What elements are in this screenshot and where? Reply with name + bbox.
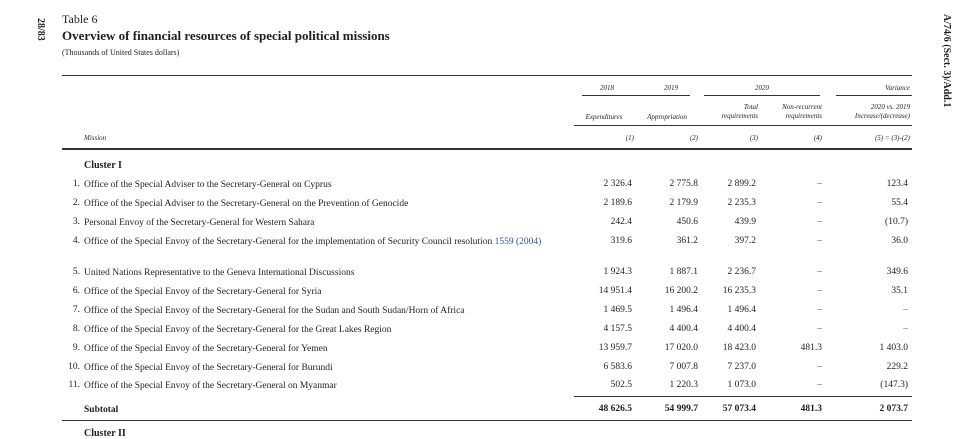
row-expenditures: 1 469.5 xyxy=(603,305,632,315)
row-variance: – xyxy=(903,324,908,334)
row-number: 3. xyxy=(72,217,80,227)
row-expenditures: 319.6 xyxy=(610,236,632,246)
header-col1: (1) xyxy=(625,134,634,142)
row-mission: Office of the Special Envoy of the Secretary-General for Yemen xyxy=(84,344,328,354)
subtotal-row xyxy=(62,404,912,418)
row-number: 6. xyxy=(72,286,80,296)
row-variance: 35.1 xyxy=(891,286,908,296)
row-number: 2. xyxy=(72,198,80,208)
header-col5: (5) = (3)-(2) xyxy=(874,134,910,142)
subtotal-label: Subtotal xyxy=(84,405,119,415)
table-row xyxy=(62,179,912,193)
header-col2: (2) xyxy=(689,134,698,142)
header-var-line1: 2020 vs. 2019 xyxy=(870,103,910,111)
row-nonrecurrent: – xyxy=(817,267,822,277)
table-row xyxy=(62,362,912,376)
subtotal-total: 57 073.4 xyxy=(722,404,756,414)
row-appropriation: 361.2 xyxy=(676,236,698,246)
table-row xyxy=(62,236,912,262)
header-col4: (4) xyxy=(813,134,822,142)
row-number: 4. xyxy=(72,236,80,246)
row-number: 1. xyxy=(72,179,80,189)
row-number: 8. xyxy=(72,324,80,334)
subtotal-appropriation: 54 999.7 xyxy=(664,404,698,414)
row-nonrecurrent: 481.3 xyxy=(800,343,822,353)
row-variance: (10.7) xyxy=(885,217,908,227)
row-appropriation: 1 496.4 xyxy=(669,305,698,315)
header-expenditures: Expenditures xyxy=(585,113,623,121)
header-total-line1: Total xyxy=(743,103,758,111)
cluster-2-heading: Cluster II xyxy=(84,428,126,439)
header-total-line2: requirements xyxy=(721,112,758,120)
row-total: 439.9 xyxy=(734,217,756,227)
header-col3: (3) xyxy=(749,134,758,142)
row-mission: Office of the Special Envoy of the Secretary-General for Syria xyxy=(84,287,322,297)
row-number: 11. xyxy=(68,380,80,390)
row-total: 4 400.4 xyxy=(727,324,756,334)
header-nonrec-line1: Non-recurrent xyxy=(782,103,822,111)
row-number: 7. xyxy=(72,305,80,315)
row-mission: Office of the Special Envoy of the Secretary-General for Burundi xyxy=(84,363,333,373)
header-year-2019: 2019 xyxy=(664,84,678,92)
header-variance-detail xyxy=(822,103,910,121)
header-rule-subheaders xyxy=(574,125,912,126)
row-mission: Office of the Special Envoy of the Secretary-General for the Sudan and South Sudan/Horn of Africa xyxy=(84,306,465,316)
row-expenditures: 242.4 xyxy=(610,217,632,227)
row-expenditures: 1 924.3 xyxy=(603,267,632,277)
row-mission-text: Office of the Special Envoy of the Secretary-General for the implementation of Security Council resolution xyxy=(84,237,493,247)
table-row xyxy=(62,198,912,212)
row-nonrecurrent: – xyxy=(817,362,822,372)
table-label: Table 6 xyxy=(62,12,98,26)
header-var-line2: Increase/(decrease) xyxy=(854,112,910,120)
header-year-2020: 2020 xyxy=(755,84,769,92)
table-units: (Thousands of United States dollars) xyxy=(62,48,180,57)
subtotal-variance: 2 073.7 xyxy=(879,404,908,414)
header-nonrec-line2: requirements xyxy=(785,112,822,120)
row-expenditures: 2 326.4 xyxy=(603,179,632,189)
header-rule-2020 xyxy=(704,95,820,96)
table-row xyxy=(62,267,912,281)
row-total: 16 235.3 xyxy=(722,286,756,296)
table-title: Overview of financial resources of special political missions xyxy=(62,28,390,43)
header-bottom-rule xyxy=(62,148,912,150)
row-appropriation: 1 220.3 xyxy=(669,380,698,390)
subtotal-nonrecurrent: 481.3 xyxy=(800,404,822,414)
row-mission xyxy=(84,236,554,249)
row-variance: 55.4 xyxy=(891,198,908,208)
header-appropriation: Appropriation xyxy=(647,113,687,121)
row-number: 5. xyxy=(72,267,80,277)
row-nonrecurrent: – xyxy=(817,305,822,315)
header-mission: Mission xyxy=(84,134,107,142)
table-row xyxy=(62,324,912,338)
row-expenditures: 4 157.5 xyxy=(603,324,632,334)
row-mission: Office of the Special Envoy of the Secretary-General on Myanmar xyxy=(84,381,337,391)
row-appropriation: 1 887.1 xyxy=(669,267,698,277)
row-mission: Office of the Special Adviser to the Secretary-General on Cyprus xyxy=(84,180,332,190)
row-nonrecurrent: – xyxy=(817,324,822,334)
row-total: 2 899.2 xyxy=(727,179,756,189)
row-number: 9. xyxy=(72,343,80,353)
table-row xyxy=(62,305,912,319)
row-variance: 229.2 xyxy=(886,362,908,372)
row-mission: Office of the Special Adviser to the Secretary-General on the Prevention of Genocide xyxy=(84,199,409,209)
row-variance: 1 403.0 xyxy=(879,343,908,353)
row-expenditures: 6 583.6 xyxy=(603,362,632,372)
header-rule-2018-2019 xyxy=(582,95,690,96)
row-nonrecurrent: – xyxy=(817,380,822,390)
resolution-link[interactable]: 1559 (2004) xyxy=(494,237,542,247)
row-total: 1 496.4 xyxy=(727,305,756,315)
row-expenditures: 2 189.6 xyxy=(603,198,632,208)
row-nonrecurrent: – xyxy=(817,198,822,208)
row-expenditures: 502.5 xyxy=(610,380,632,390)
row-appropriation: 16 200.2 xyxy=(664,286,698,296)
subtotal-bottom-rule xyxy=(62,420,912,421)
subtotal-expenditures: 48 626.5 xyxy=(598,404,632,414)
row-total: 2 235.3 xyxy=(727,198,756,208)
row-variance: (147.3) xyxy=(880,380,908,390)
table-row xyxy=(62,217,912,231)
row-mission: United Nations Representative to the Geneva International Discussions xyxy=(84,268,355,278)
document-symbol: A/74/6 (Sect. 3)/Add.1 xyxy=(941,14,952,108)
row-nonrecurrent: – xyxy=(817,286,822,296)
table-row xyxy=(62,286,912,300)
row-nonrecurrent: – xyxy=(817,179,822,189)
row-number: 10. xyxy=(68,362,80,372)
row-total: 397.2 xyxy=(734,236,756,246)
row-appropriation: 7 007.8 xyxy=(669,362,698,372)
row-nonrecurrent: – xyxy=(817,236,822,246)
row-mission: Office of the Special Envoy of the Secretary-General for the Great Lakes Region xyxy=(84,325,392,335)
row-nonrecurrent: – xyxy=(817,217,822,227)
row-expenditures: 14 951.4 xyxy=(598,286,632,296)
page-number: 28/83 xyxy=(35,18,46,41)
header-rule-variance xyxy=(836,95,912,96)
table-top-rule xyxy=(62,75,912,76)
row-total: 18 423.0 xyxy=(722,343,756,353)
row-mission: Personal Envoy of the Secretary-General for Western Sahara xyxy=(84,218,315,228)
header-year-2018: 2018 xyxy=(600,84,614,92)
row-variance: 36.0 xyxy=(891,236,908,246)
cluster-1-heading: Cluster I xyxy=(84,160,122,171)
row-total: 1 073.0 xyxy=(727,380,756,390)
subtotal-top-rule xyxy=(574,396,912,397)
row-total: 2 236.7 xyxy=(727,267,756,277)
header-variance: Variance xyxy=(885,84,910,92)
row-variance: 123.4 xyxy=(886,179,908,189)
table-row xyxy=(62,343,912,357)
header-non-recurrent xyxy=(760,103,822,121)
row-variance: 349.6 xyxy=(886,267,908,277)
table-row xyxy=(62,380,912,394)
row-appropriation: 2 179.9 xyxy=(669,198,698,208)
header-total-requirements xyxy=(700,103,758,121)
row-appropriation: 450.6 xyxy=(676,217,698,227)
row-total: 7 237.0 xyxy=(727,362,756,372)
row-variance: – xyxy=(903,305,908,315)
row-appropriation: 17 020.0 xyxy=(664,343,698,353)
row-appropriation: 2 775.8 xyxy=(669,179,698,189)
row-appropriation: 4 400.4 xyxy=(669,324,698,334)
row-expenditures: 13 959.7 xyxy=(598,343,632,353)
